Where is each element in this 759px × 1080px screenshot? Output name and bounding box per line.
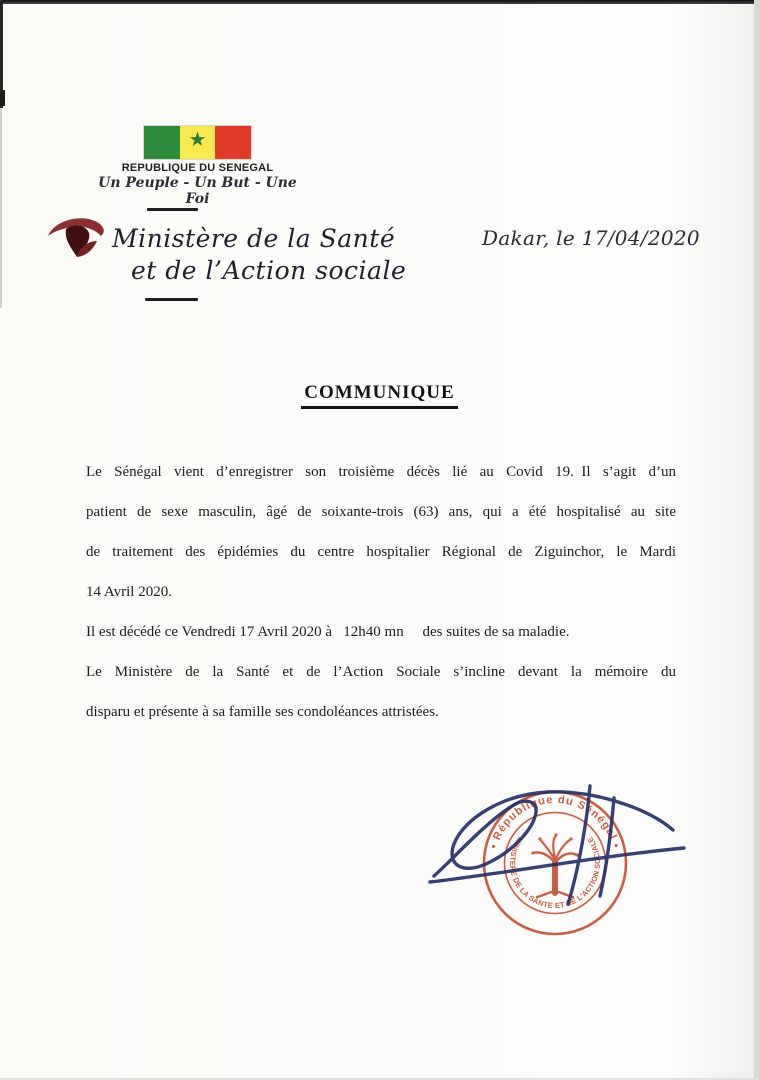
scan-artifact-left-faint <box>0 108 2 308</box>
scan-artifact-left-notch <box>0 90 5 106</box>
body-line: Le Ministère de la Santé et de l’Action Sociale s’incline devant la mémoire du <box>86 664 676 680</box>
ministry-name-line1: Ministère de la Santé <box>112 224 396 253</box>
stamp-inner-text: MINISTERE DE LA SANTE ET DE L'ACTION SOCIALE <box>507 834 603 911</box>
stamp-outer-text: • République du Sénégal • <box>487 793 623 851</box>
document-title: COMMUNIQUE <box>301 382 457 409</box>
country-name: REPUBLIQUE DU SENEGAL <box>121 162 274 174</box>
body-line: disparu et présente à sa famille ses condoléances attristées. <box>86 704 439 720</box>
body-line: Il est décédé ce Vendredi 17 Avril 2020 à 12h40 mn des suites de sa maladie. <box>86 624 570 640</box>
national-emblem <box>95 126 300 207</box>
body-line: 14 Avril 2020. <box>86 584 172 600</box>
document-body <box>86 452 676 732</box>
body-line: Le Sénégal vient d’enregistrer son troisième décès lié au Covid 19. Il s’agit d’un <box>86 464 676 480</box>
separator-rule-top <box>147 208 198 211</box>
flag-star-icon: ★ <box>188 127 207 151</box>
title-row <box>0 382 759 409</box>
dateline: Dakar, le 17/04/2020 <box>482 226 700 250</box>
national-motto: Un Peuple - Un But - Une Foi <box>98 175 297 207</box>
body-line: patient de sexe masculin, âgé de soixante-trois (63) ans, qui a été hospitalisé au site <box>86 504 676 520</box>
ministry-swirl-logo-icon <box>44 214 108 269</box>
official-stamp-and-signature <box>420 770 755 980</box>
separator-rule-bottom <box>145 298 198 301</box>
senegal-flag <box>144 126 251 159</box>
body-line: de traitement des épidémies du centre hospitalier Régional de Ziguinchor, le Mardi <box>86 544 676 560</box>
svg-text:• République du Sénégal • <box>488 794 622 850</box>
ministry-name-line2: et de l’Action sociale <box>131 256 407 285</box>
scan-artifact-top-edge <box>0 0 759 4</box>
